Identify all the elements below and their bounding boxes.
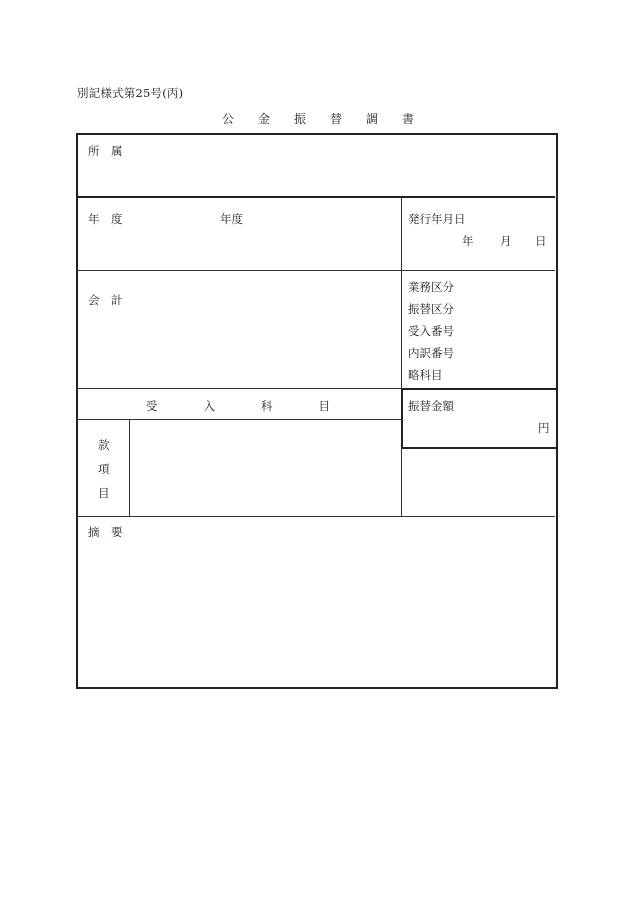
receipt-number-label: 受入番号 xyxy=(408,324,454,338)
row-divider-subject-header xyxy=(77,419,402,420)
column-divider-kan xyxy=(129,419,130,516)
kan-label: 款 xyxy=(98,438,110,452)
row-divider-summary xyxy=(77,516,555,517)
yen-unit: 円 xyxy=(538,421,550,435)
breakdown-number-label: 内訳番号 xyxy=(408,346,454,360)
row-divider-affiliation xyxy=(77,196,555,198)
column-divider-right xyxy=(401,197,402,516)
transfer-division-label: 振替区分 xyxy=(408,302,454,316)
document-title: 公 金 振 替 調 書 xyxy=(222,112,415,126)
fiscal-year-label: 年 度 xyxy=(88,212,123,226)
form-number: 別記様式第25号(丙) xyxy=(77,86,184,100)
summary-label: 摘 要 xyxy=(88,525,123,539)
issue-date-month: 月 xyxy=(500,234,512,248)
affiliation-label: 所 属 xyxy=(88,144,123,158)
kou-label: 項 xyxy=(98,462,110,476)
issue-date-day: 日 xyxy=(535,234,547,248)
receipt-subject-header: 受 入 科 目 xyxy=(146,399,330,413)
issue-date-year: 年 xyxy=(462,234,474,248)
accounting-label: 会 計 xyxy=(88,293,123,307)
fiscal-year-suffix: 年度 xyxy=(220,212,243,226)
row-divider-year xyxy=(77,270,555,271)
business-division-label: 業務区分 xyxy=(408,280,454,294)
moku-label: 目 xyxy=(98,486,110,500)
abbreviated-item-label: 略科目 xyxy=(408,368,443,382)
transfer-amount-label: 振替金額 xyxy=(408,399,454,413)
row-divider-accounting xyxy=(77,388,402,389)
issue-date-label: 発行年月日 xyxy=(408,212,466,226)
